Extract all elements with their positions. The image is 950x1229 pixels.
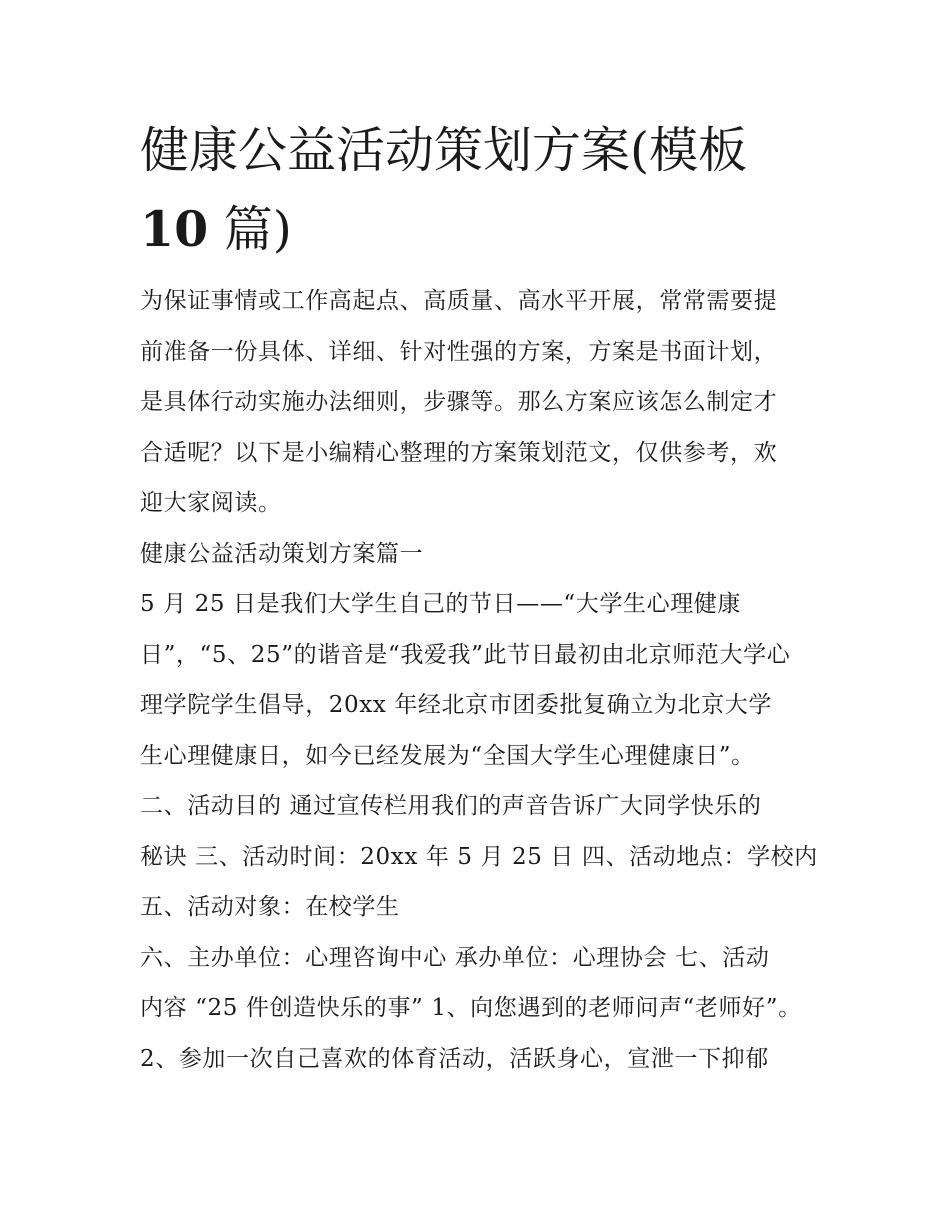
title-line1: 健康公益活动策划方案(模板 bbox=[140, 122, 748, 179]
document-body bbox=[140, 276, 820, 1084]
intro-paragraph: 为保证事情或工作高起点、高质量、高水平开展，常常需要提 前准备一份具体、详细、针对性强的方案，方案是书面计划， 是具体行动实施办法细则，步骤等。那么方案应该怎么制定才 合适呢？以下是小编精心整理的方案策划范文，仅供参考，欢 迎大家阅读。 bbox=[140, 288, 778, 516]
title-number: 10 bbox=[140, 200, 209, 258]
title-rest: 篇) bbox=[208, 201, 292, 258]
background-paragraph: 5 月 25 日是我们大学生自己的节日——“大学生心理健康 日”，“5、25”的谐音是“我爱我”此节日最初由北京师范大学心 理学院学生倡导，20xx 年经北京市团委批复确立为北京大学 生心理健康日，如今已经发展为“全国大学生心理健康日”。 bbox=[140, 591, 791, 769]
activity-content-paragraph: 六、主办单位：心理咨询中心 承办单位：心理协会 七、活动 内容 “25 件创造快乐的事” 1、向您遇到的老师问声“老师好”。 2、参加一次自己喜欢的体育活动，活跃身心，宣泄一下抑郁 bbox=[140, 944, 802, 1072]
document-title bbox=[140, 112, 820, 269]
activity-info-paragraph: 二、活动目的 通过宣传栏用我们的声音告诉广大同学快乐的 秘诀 三、活动时间：20xx 年 5 月 25 日 四、活动地点：学校内 五、活动对象：在校学生 bbox=[140, 793, 818, 920]
section-heading: 健康公益活动策划方案篇一 bbox=[140, 540, 424, 567]
